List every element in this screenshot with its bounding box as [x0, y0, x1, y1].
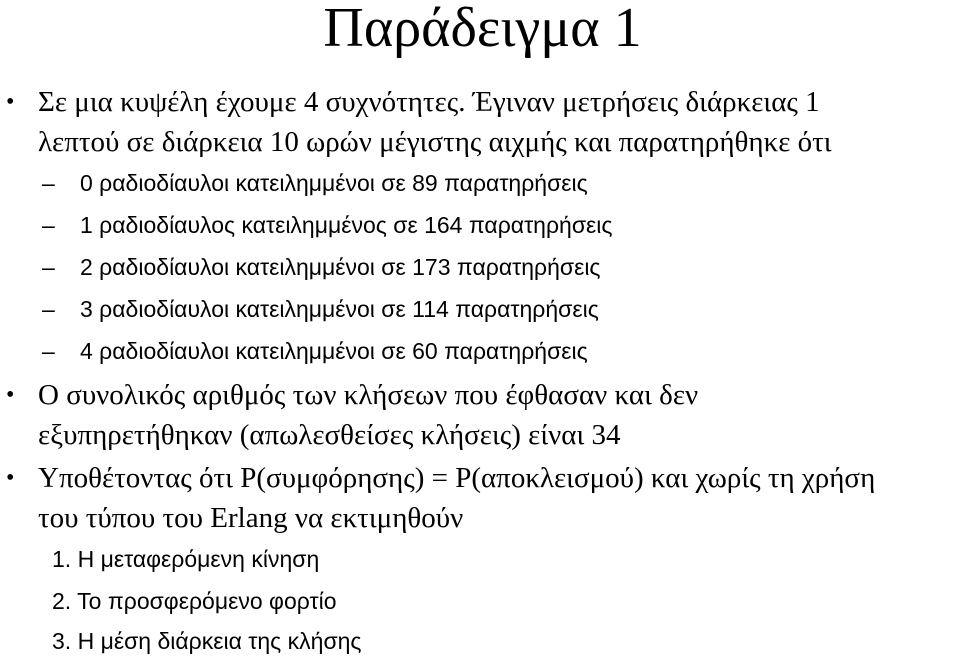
- lost-calls-line-1: Ο συνολικός αριθμός των κλήσεων που έφθασαν και δεν: [38, 379, 699, 411]
- observation-item: 4 ραδιοδίαυλοι κατειλημμένοι σε 60 παρατηρήσεις: [80, 338, 588, 364]
- task-item: 2. Το προσφερόμενο φορτίο: [52, 588, 337, 614]
- dash-icon: –: [42, 254, 55, 280]
- bullet-icon: •: [6, 465, 15, 491]
- bullet-icon: •: [6, 89, 15, 115]
- assumption-line-1: Υποθέτοντας ότι P(συμφόρησης) = P(αποκλεισμού) και χωρίς τη χρήση: [38, 462, 876, 494]
- intro-line-2: λεπτού σε διάρκεια 10 ωρών μέγιστης αιχμής και παρατηρήθηκε ότι: [38, 126, 832, 158]
- dash-icon: –: [42, 296, 55, 322]
- observation-item: 2 ραδιοδίαυλοι κατειλημμένοι σε 173 παρατηρήσεις: [80, 254, 601, 280]
- dash-icon: –: [42, 338, 55, 364]
- slide-title: Παράδειγμα 1: [323, 0, 642, 59]
- observation-item: 0 ραδιοδίαυλοι κατειλημμένοι σε 89 παρατηρήσεις: [80, 170, 588, 196]
- task-item: 1. Η μεταφερόμενη κίνηση: [52, 546, 320, 572]
- observation-item: 3 ραδιοδίαυλοι κατειλημμένοι σε 114 παρατηρήσεις: [80, 296, 599, 322]
- lost-calls-line-2: εξυπηρετήθηκαν (απωλεσθείσες κλήσεις) είναι 34: [38, 419, 621, 451]
- observation-item: 1 ραδιοδίαυλος κατειλημμένος σε 164 παρατηρήσεις: [80, 212, 613, 238]
- task-item: 3. Η μέση διάρκεια της κλήσης: [52, 628, 362, 654]
- dash-icon: –: [42, 212, 55, 238]
- intro-line-1: Σε μια κυψέλη έχουμε 4 συχνότητες. Έγιναν μετρήσεις διάρκειας 1: [38, 86, 820, 118]
- dash-icon: –: [42, 170, 55, 196]
- assumption-line-2: του τύπου του Erlang να εκτιμηθούν: [38, 502, 464, 534]
- bullet-icon: •: [6, 382, 15, 408]
